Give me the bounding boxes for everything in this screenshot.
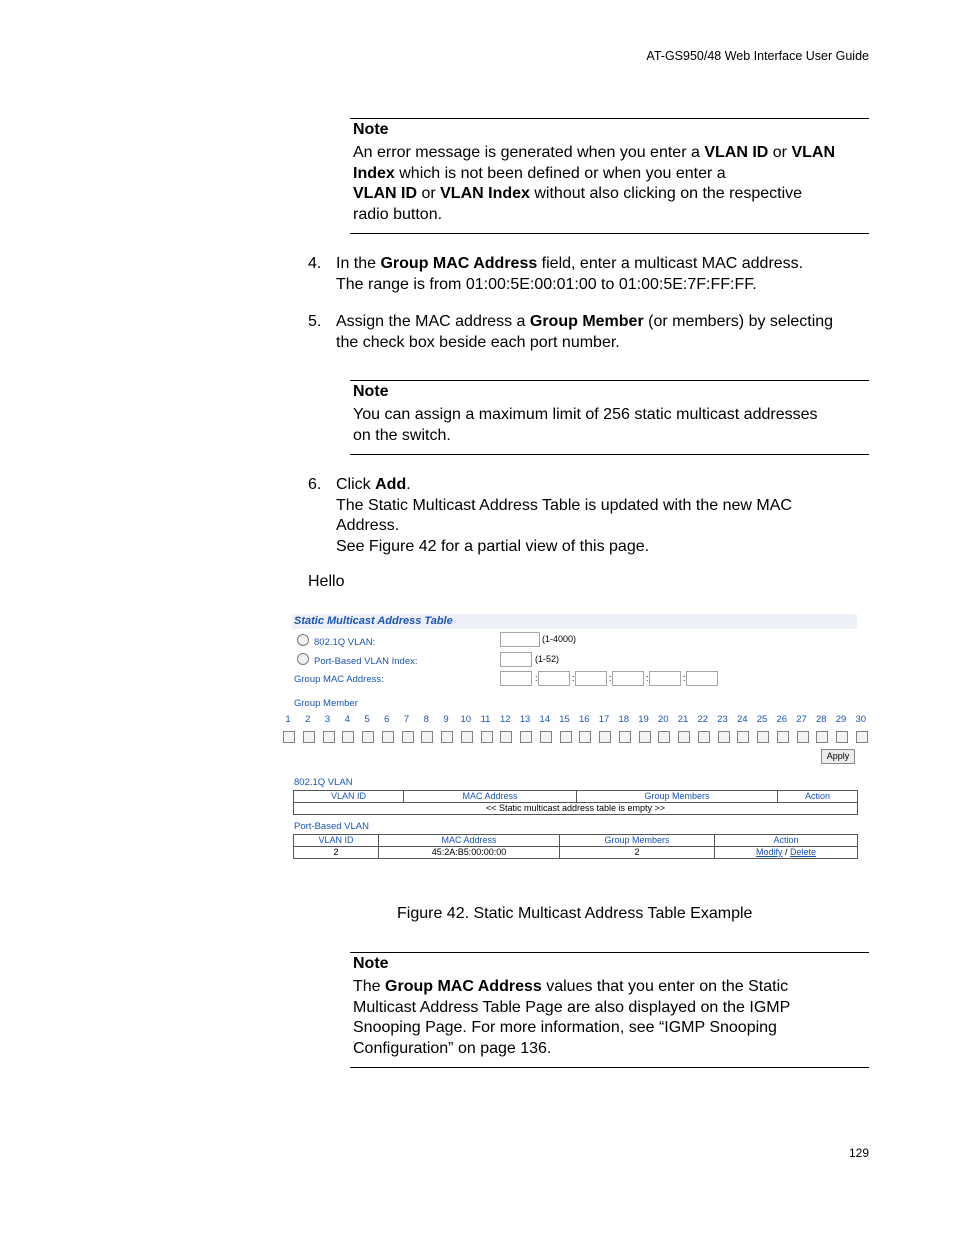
port-number-label: 22 [697,714,709,725]
port-number-label: 17 [598,714,610,725]
mac-separator: : [609,673,612,683]
port-number-label: 5 [364,714,370,725]
port-number-label: 25 [756,714,768,725]
figure-title: Static Multicast Address Table [294,615,453,627]
port-checkbox[interactable] [737,731,749,743]
note-line: on the switch. [353,426,451,444]
port-number-label: 3 [324,714,331,725]
port-number-label: 24 [736,714,748,725]
radio-8021q-vlan[interactable] [297,634,309,646]
port-checkbox[interactable] [718,731,730,743]
note-line: Multicast Address Table Page are also displayed on the IGMP [353,998,791,1016]
step-line: Click Add. [336,476,411,493]
note-title: Note [353,383,389,400]
port-number-label: 23 [717,714,728,725]
port-number-label: 7 [403,714,410,725]
port-checkbox[interactable] [757,731,769,743]
port-checkbox[interactable] [836,731,848,743]
step-text [336,475,868,557]
note-line: An error message is generated when you enter a VLAN ID or VLAN [353,144,835,161]
note-box-vlan-error [350,118,869,234]
port-number-label: 19 [638,714,649,725]
port-checkbox[interactable] [619,731,631,743]
port-number-label: 30 [855,714,867,725]
port-checkbox[interactable] [678,731,690,743]
column-header: VLAN ID [294,791,404,803]
port-checkbox[interactable] [461,731,473,743]
radio-port-based-vlan[interactable] [297,653,309,665]
note-line: Configuration” on page 136. [353,1039,552,1057]
step-line: Assign the MAC address a Group Member (or members) by selecting [336,313,834,330]
apply-button[interactable]: Apply [821,749,855,764]
port-number-label: 28 [815,714,827,725]
note-title: Note [353,955,389,972]
mac-octet-3-input[interactable] [575,671,607,686]
port-checkbox[interactable] [579,731,591,743]
port-checkbox[interactable] [599,731,611,743]
port-number-label: 11 [480,714,491,725]
step-line: the check box beside each port number. [336,333,620,351]
port-based-multicast-table [293,834,858,859]
port-number-label: 29 [835,714,847,725]
port-checkbox[interactable] [777,731,789,743]
mac-octet-2-input[interactable] [538,671,570,686]
vlan-id-range: (1-4000) [542,634,577,644]
port-number-label: 10 [460,714,472,725]
step-text [336,254,868,295]
port-number-label: 9 [443,714,449,725]
mac-separator: : [683,673,686,683]
delete-link[interactable]: Delete [790,847,817,857]
radio-8021q-label: 802.1Q VLAN: [314,637,376,648]
port-checkbox[interactable] [481,731,493,743]
port-number-label: 21 [677,714,689,725]
group-members-cell: 2 [560,847,715,859]
step-4 [308,254,868,295]
port-based-section-label: Port-Based VLAN [294,821,369,832]
step-number: 5. [308,313,322,330]
note-line: VLAN ID or VLAN Index without also clicking on the respective [353,185,803,202]
mac-octet-6-input[interactable] [686,671,718,686]
note-body [353,143,869,225]
step-6 [308,475,868,557]
note-body [353,977,869,1059]
mac-separator: : [535,673,538,683]
port-checkbox[interactable] [658,731,670,743]
group-member-label: Group Member [294,698,358,709]
radio-port-based-label: Port-Based VLAN Index: [314,656,418,667]
vlan-multicast-table [293,790,858,815]
port-checkbox[interactable] [323,731,335,743]
port-checkbox[interactable] [816,731,828,743]
step-number: 4. [308,255,322,272]
running-header: AT-GS950/48 Web Interface User Guide [646,49,869,63]
port-number-label: 15 [559,714,570,725]
port-checkbox[interactable] [342,731,354,743]
port-number-label: 26 [776,714,788,725]
vlan-section-label: 802.1Q VLAN [294,777,353,788]
port-number-label: 20 [657,714,669,725]
port-number-label: 12 [499,714,511,725]
vlan-index-range: (1-52) [535,654,560,664]
group-mac-label: Group MAC Address: [294,674,384,685]
step-line: The range is from 01:00:5E:00:01:00 to 01:00:5E:7F:FF:FF. [336,275,757,293]
port-number-label: 18 [618,714,630,725]
action-cell [715,847,858,859]
port-number-label: 1 [285,714,291,725]
note-body [353,405,869,446]
port-checkbox[interactable] [421,731,433,743]
column-header: MAC Address [379,835,560,847]
port-checkbox[interactable] [283,731,295,743]
port-checkbox[interactable] [303,731,315,743]
table-row [294,803,858,815]
column-header: Group Members [560,835,715,847]
figure-caption: Figure 42. Static Multicast Address Table Example [397,905,753,922]
column-header: VLAN ID [294,835,379,847]
mac-separator: : [572,673,575,683]
column-header: Action [715,835,858,847]
port-checkbox[interactable] [441,731,453,743]
port-checkbox[interactable] [500,731,512,743]
port-checkbox[interactable] [402,731,414,743]
port-number-label: 14 [539,714,551,725]
port-checkbox[interactable] [560,731,572,743]
note-line: Index which is not been defined or when you enter a [353,164,726,182]
column-header: Group Members [577,791,778,803]
note-box-igmp [350,952,869,1068]
column-header: MAC Address [404,791,577,803]
figure-title-bar [292,614,857,629]
port-number-label: 27 [796,714,807,725]
static-multicast-screenshot [281,612,871,867]
step-5 [308,312,868,353]
port-checkbox[interactable] [362,731,374,743]
table-header-row [294,791,858,803]
port-number-label: 13 [519,714,531,725]
step-line: The Static Multicast Address Table is updated with the new MAC [336,496,792,514]
note-box-limit [350,380,869,455]
port-number-label: 2 [305,714,311,725]
column-header: Action [778,791,858,803]
step-line: See Figure 42 for a partial view of this page. [336,537,650,555]
mac-separator: : [646,673,649,683]
note-line: You can assign a maximum limit of 256 static multicast addresses [353,406,818,423]
port-checkbox[interactable] [382,731,394,743]
step-text [336,312,868,353]
step-line: Address. [336,517,400,534]
note-line: The Group MAC Address values that you enter on the Static [353,978,789,995]
table-row [294,847,858,859]
port-number-label: 16 [578,714,590,725]
note-line: Snooping Page. For more information, see “IGMP Snooping [353,1019,777,1036]
port-checkbox[interactable] [520,731,532,743]
mac-octet-5-input[interactable] [649,671,681,686]
empty-table-message: << Static multicast address table is empty >> [294,803,858,815]
table-header-row [294,835,858,847]
mac-address-cell: 45:2A:B5:00:00:00 [379,847,560,859]
port-number-label: 8 [423,714,429,725]
vlan-index-input[interactable] [500,652,532,667]
mac-octet-4-input[interactable] [612,671,644,686]
note-line: radio button. [353,205,443,223]
port-checkbox[interactable] [639,731,651,743]
action-separator: / [784,847,788,857]
step-line: In the Group MAC Address field, enter a multicast MAC address. [336,255,804,272]
port-number-label: 6 [384,714,390,725]
port-checkbox[interactable] [856,731,868,743]
port-checkbox[interactable] [698,731,710,743]
step-number: 6. [308,476,322,493]
vlan-id-input[interactable] [500,632,540,647]
page-number: 129 [848,1146,869,1160]
vlan-id-cell: 2 [294,847,379,859]
modify-link[interactable]: Modify [755,847,783,857]
port-checkbox[interactable] [797,731,809,743]
note-title: Note [353,121,389,138]
port-checkbox[interactable] [540,731,552,743]
mac-octet-1-input[interactable] [500,671,532,686]
port-number-label: 4 [344,714,350,725]
hello-text: Hello [308,573,345,590]
